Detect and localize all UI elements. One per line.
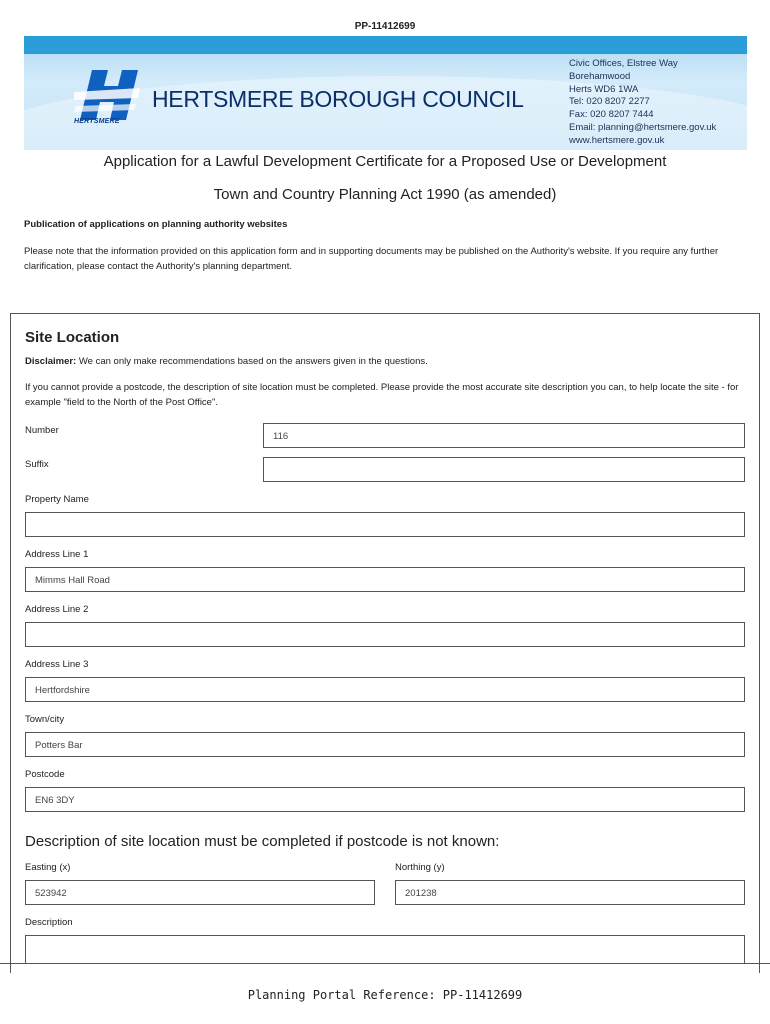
disclaimer-text: We can only make recommendations based on the answers given in the questions. — [76, 356, 428, 367]
disclaimer-label: Disclaimer: — [25, 356, 77, 367]
disclaimer — [25, 356, 428, 367]
town-city-field[interactable]: Potters Bar — [25, 732, 745, 757]
logo-text: HERTSMERE — [74, 118, 120, 125]
property-name-field[interactable] — [25, 512, 745, 537]
description-label: Description — [25, 917, 73, 928]
form-title: Application for a Lawful Development Certificate for a Proposed Use or Development — [103, 153, 667, 170]
northing-field[interactable]: 201238 — [395, 880, 745, 905]
description-field[interactable] — [25, 935, 745, 963]
postcode-label: Postcode — [25, 769, 65, 780]
banner-stripe — [24, 36, 747, 54]
address-line-2-label: Address Line 2 — [25, 604, 89, 615]
contact-line: Fax: 020 8207 7444 — [569, 109, 654, 121]
section-title: Site Location — [25, 329, 120, 346]
contact-line: Borehamwood — [569, 70, 631, 82]
council-header-banner — [24, 36, 747, 150]
contact-line: Tel: 020 8207 2277 — [569, 96, 650, 108]
address-line-2-field[interactable] — [25, 622, 745, 647]
council-name: HERTSMERE BOROUGH COUNCIL — [152, 86, 524, 112]
footer-reference: Planning Portal Reference: PP-11412699 — [247, 988, 523, 1002]
publication-notice: Please note that the information provided on this application form and in supporting documents may be published on the Authority's website. If you require any further clarification, please contact the Authority's planning department. — [24, 246, 719, 272]
contact-line: Email: planning@hertsmere.gov.uk — [569, 121, 717, 133]
contact-line: Civic Offices, Elstree Way — [569, 58, 678, 69]
page-cut-divider — [0, 963, 770, 964]
hertsmere-logo-icon — [74, 70, 140, 124]
easting-field[interactable]: 523942 — [25, 880, 375, 905]
postcode-field[interactable]: EN6 3DY — [25, 787, 745, 812]
suffix-label: Suffix — [25, 459, 49, 470]
number-label: Number — [25, 425, 59, 436]
number-field[interactable]: 116 — [263, 423, 745, 448]
property-name-label: Property Name — [25, 494, 89, 505]
northing-label: Northing (y) — [395, 862, 445, 873]
contact-line: Herts WD6 1WA — [569, 83, 639, 95]
council-contact-details — [569, 58, 716, 148]
town-city-label: Town/city — [25, 714, 65, 725]
site-instructions: If you cannot provide a postcode, the description of site location must be completed. Please provide the most accurate site description you can, to help locate the site - for example "field to the North of the Post Office". — [25, 382, 739, 408]
suffix-field[interactable] — [263, 457, 745, 482]
description-heading: Description of site location must be completed if postcode is not known: — [25, 833, 500, 850]
address-line-3-field[interactable]: Hertfordshire — [25, 677, 745, 702]
address-line-3-label: Address Line 3 — [25, 659, 89, 670]
form-subtitle: Town and Country Planning Act 1990 (as amended) — [213, 186, 557, 203]
publication-heading: Publication of applications on planning authority websites — [24, 219, 288, 230]
easting-label: Easting (x) — [25, 862, 71, 873]
address-line-1-label: Address Line 1 — [25, 549, 89, 560]
reference-number: PP-11412699 — [354, 21, 416, 32]
address-line-1-field[interactable]: Mimms Hall Road — [25, 567, 745, 592]
contact-line: www.hertsmere.gov.uk — [569, 134, 665, 146]
